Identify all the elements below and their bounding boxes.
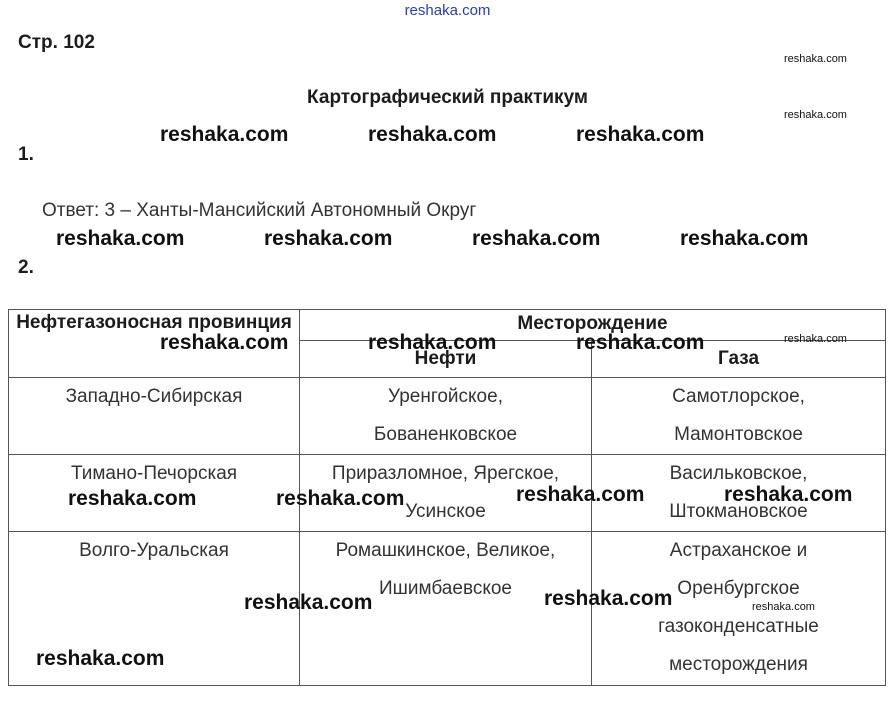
gas-cell bbox=[592, 378, 886, 455]
answer-1-text: Ответ: 3 – Ханты-Мансийский Автономный Округ bbox=[42, 200, 477, 221]
province-cell: Западно-Сибирская bbox=[9, 378, 300, 455]
watermark-big: reshaka.com bbox=[276, 487, 405, 510]
question-1-number: 1. bbox=[18, 144, 34, 165]
deposits-table bbox=[8, 309, 886, 686]
watermark-big: reshaka.com bbox=[576, 331, 705, 354]
header-oil: Нефти bbox=[300, 341, 592, 378]
watermark-big: reshaka.com bbox=[472, 227, 601, 250]
oil-line: Уренгойское, bbox=[388, 386, 503, 407]
oil-cell bbox=[300, 532, 592, 686]
table-row bbox=[9, 455, 886, 532]
oil-line: Приразломное, Ярегское, bbox=[331, 463, 560, 484]
gas-cell bbox=[592, 455, 886, 532]
oil-line: Ишимбаевское bbox=[379, 578, 512, 599]
table-header-row bbox=[9, 310, 886, 341]
watermark-big: reshaka.com bbox=[68, 487, 197, 510]
oil-cell bbox=[300, 378, 592, 455]
table-row bbox=[9, 378, 886, 455]
watermark-big: reshaka.com bbox=[264, 227, 393, 250]
header-gas: Газа bbox=[592, 341, 886, 378]
watermark-big: reshaka.com bbox=[160, 123, 289, 146]
gas-line: Васильковское, bbox=[669, 463, 808, 484]
gas-line: Астраханское и bbox=[669, 540, 808, 561]
watermark-small: reshaka.com bbox=[784, 109, 847, 121]
watermark-small: reshaka.com bbox=[784, 53, 847, 65]
gas-line: Штокмановское bbox=[669, 501, 808, 522]
question-2-number: 2. bbox=[18, 257, 34, 278]
gas-line: Оренбургское bbox=[677, 578, 800, 599]
watermark-big: reshaka.com bbox=[36, 647, 165, 670]
site-link[interactable]: reshaka.com bbox=[404, 2, 491, 19]
watermark-big: reshaka.com bbox=[368, 123, 497, 146]
watermark-big: reshaka.com bbox=[680, 227, 809, 250]
watermark-big: reshaka.com bbox=[244, 591, 373, 614]
province-cell: Волго-Уральская bbox=[9, 532, 300, 686]
section-heading: Картографический практикум bbox=[307, 87, 588, 108]
watermark-big: reshaka.com bbox=[56, 227, 185, 250]
gas-line: газоконденсатные bbox=[658, 616, 819, 637]
watermark-big: reshaka.com bbox=[368, 331, 497, 354]
table-row bbox=[9, 532, 886, 686]
header-province: Нефтегазоносная провинция bbox=[9, 310, 300, 378]
oil-line: Бованенковское bbox=[373, 424, 518, 445]
watermark-big: reshaka.com bbox=[576, 123, 705, 146]
province-cell: Тимано-Печорская bbox=[9, 455, 300, 532]
gas-line: месторождения bbox=[669, 654, 808, 675]
watermark-small: reshaka.com bbox=[784, 333, 847, 345]
watermark-big: reshaka.com bbox=[160, 331, 289, 354]
page-number: Стр. 102 bbox=[18, 32, 95, 53]
watermark-big: reshaka.com bbox=[544, 587, 673, 610]
gas-line: Самотлорское, bbox=[672, 386, 805, 407]
watermark-big: reshaka.com bbox=[724, 483, 853, 506]
oil-line: Усинское bbox=[405, 501, 486, 522]
oil-line: Ромашкинское, Великое, bbox=[335, 540, 556, 561]
header-field: Месторождение bbox=[300, 310, 886, 341]
oil-cell bbox=[300, 455, 592, 532]
watermark-small: reshaka.com bbox=[752, 601, 815, 613]
gas-cell bbox=[592, 532, 886, 686]
gas-line: Мамонтовское bbox=[674, 424, 803, 445]
watermark-big: reshaka.com bbox=[516, 483, 645, 506]
